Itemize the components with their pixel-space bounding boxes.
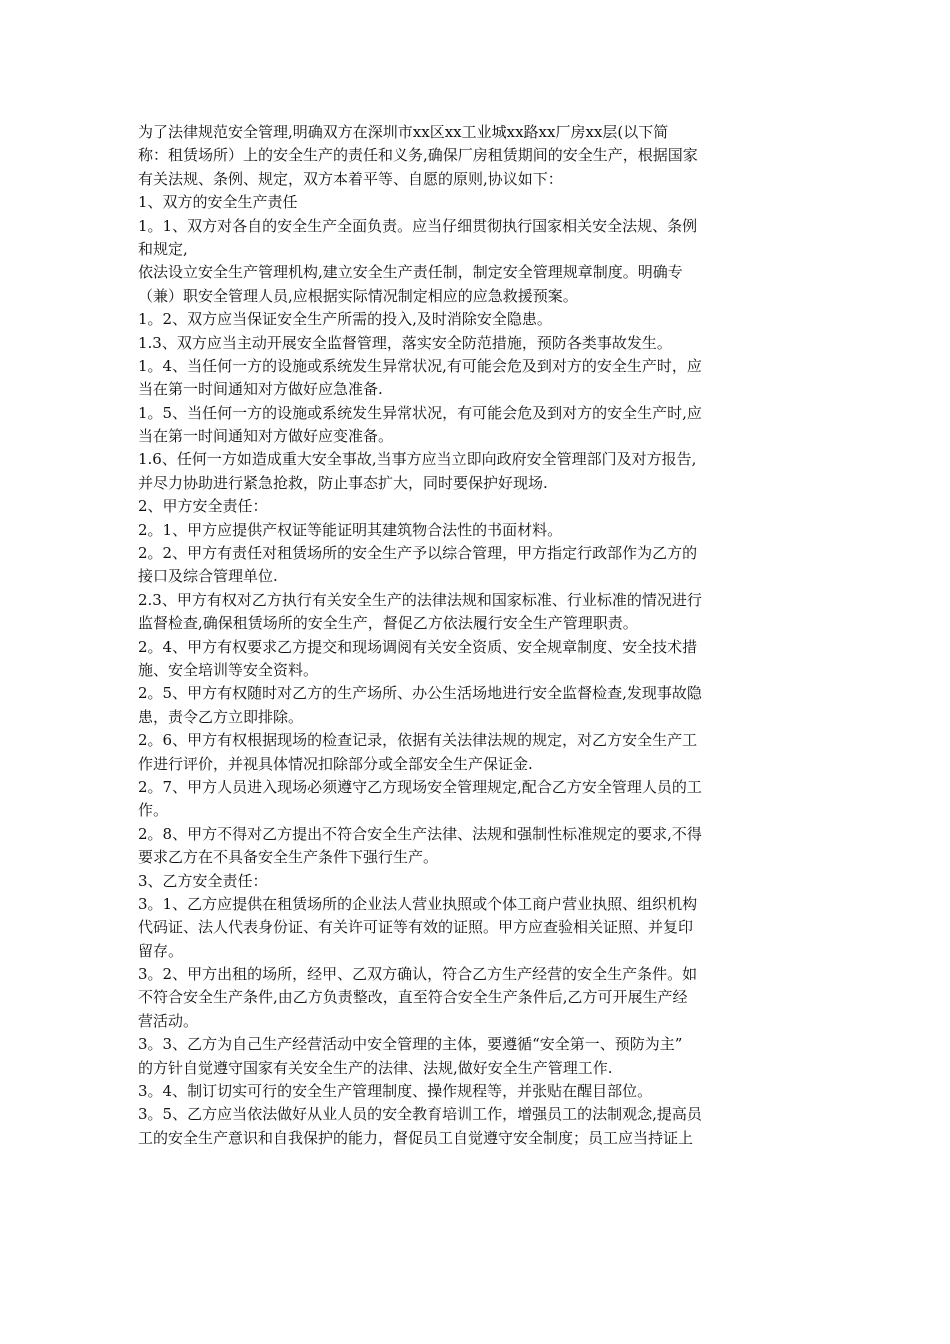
- text-line: 接口及综合管理单位.: [138, 567, 278, 586]
- text-line: 代码证、法人代表身份证、有关许可证等有效的证照。甲方应查验相关证照、并复印: [138, 918, 694, 937]
- text-line: 3。1、乙方应提供在租赁场所的企业法人营业执照或个体工商户营业执照、组织机构: [138, 894, 698, 913]
- text-line: 2。7、甲方人员进入现场必须遵守乙方现场安全管理规定,配合乙方安全管理人员的工: [138, 777, 702, 796]
- document-body: [138, 121, 818, 1150]
- text-line: 患，责令乙方立即排除。: [138, 707, 304, 726]
- text-line: 1、双方的安全生产责任: [138, 193, 298, 212]
- text-line: 2。2、甲方有责任对租赁场所的安全生产予以综合管理，甲方指定行政部作为乙方的: [138, 544, 698, 563]
- text-line: 监督检查,确保租赁场所的安全生产，督促乙方依法履行安全生产管理职责。: [138, 614, 638, 633]
- text-line: 2。5、甲方有权随时对乙方的生产场所、办公生活场地进行安全监督检查,发现事故隐: [138, 684, 702, 703]
- text-line: 2。4、甲方有权要求乙方提交和现场调阅有关安全资质、安全规章制度、安全技术措: [138, 637, 698, 656]
- text-line: 和规定,: [138, 239, 188, 258]
- text-line: 3。4、制订切实可行的安全生产管理制度、操作规程等，并张贴在醒目部位。: [138, 1082, 653, 1101]
- text-line: 2.3、甲方有权对乙方执行有关安全生产的法律法规和国家标准、行业标准的情况进行: [138, 590, 702, 609]
- text-line: 3。2、甲方出租的场所，经甲、乙双方确认，符合乙方生产经营的安全生产条件。如: [138, 965, 698, 984]
- text-line: 3。3、乙方为自己生产经营活动中安全管理的主体，要遵循“安全第一、预防为主”: [138, 1035, 683, 1054]
- text-line: 不符合安全生产条件,由乙方负责整改，直至符合安全生产条件后,乙方可开展生产经: [138, 988, 688, 1007]
- text-line: 称：租赁场所）上的安全生产的责任和义务,确保厂房租赁期间的安全生产，根据国家: [138, 146, 698, 165]
- text-line: 施、安全培训等安全资料。: [138, 660, 319, 679]
- text-line: 2、甲方安全责任：: [138, 497, 268, 516]
- text-line: 1.3、双方应当主动开展安全监督管理，落实安全防范措施，预防各类事故发生。: [138, 333, 672, 352]
- text-line: 1。5、当任何一方的设施或系统发生异常状况，有可能会危及到对方的安全生产时,应: [138, 403, 702, 422]
- text-line: 并尽力协助进行紧急抢救，防止事态扩大，同时要保护好现场.: [138, 473, 548, 492]
- text-line: 营活动。: [138, 1011, 199, 1030]
- text-line: 当在第一时间通知对方做好应变准备。: [138, 427, 394, 446]
- text-line: 的方针自觉遵守国家有关安全生产的法律、法规,做好安全生产管理工作.: [138, 1058, 613, 1077]
- text-line: 有关法规、条例、规定，双方本着平等、自愿的原则,协议如下：: [138, 169, 563, 188]
- text-line: 2。8、甲方不得对乙方提出不符合安全生产法律、法规和强制性标准规定的要求,不得: [138, 824, 702, 843]
- text-line: 依法设立安全生产管理机构,建立安全生产责任制，制定安全管理规章制度。明确专: [138, 263, 683, 282]
- text-line: 当在第一时间通知对方做好应急准备.: [138, 380, 383, 399]
- text-line: 1。1、双方对各自的安全生产全面负责。应当仔细贯彻执行国家相关安全法规、条例: [138, 216, 698, 235]
- text-line: 要求乙方在不具备安全生产条件下强行生产。: [138, 848, 439, 867]
- text-line: （兼）职安全管理人员,应根据实际情况制定相应的应急救援预案。: [138, 286, 578, 305]
- text-line: 为了法律规范安全管理,明确双方在深圳市xx区xx工业城xx路xx厂房xx层(以下简: [138, 123, 669, 141]
- text-line: 3、乙方安全责任：: [138, 871, 268, 890]
- text-line: 1。4、当任何一方的设施或系统发生异常状况,有可能会危及到对方的安全生产时，应: [138, 356, 702, 375]
- text-line: 工的安全生产意识和自我保护的能力，督促员工自觉遵守安全制度；员工应当持证上: [138, 1128, 694, 1147]
- text-line: 2。1、甲方应提供产权证等能证明其建筑物合法性的书面材料。: [138, 520, 563, 539]
- text-line: 留存。: [138, 941, 184, 960]
- text-line: 作进行评价，并视具体情况扣除部分或全部安全生产保证金.: [138, 754, 533, 773]
- text-line: 2。6、甲方有权根据现场的检查记录，依据有关法律法规的规定，对乙方安全生产工: [138, 731, 698, 750]
- text-line: 作。: [138, 801, 169, 820]
- text-line: 1。2、双方应当保证安全生产所需的投入,及时消除安全隐患。: [138, 310, 552, 329]
- text-line: 3。5、乙方应当依法做好从业人员的安全教育培训工作，增强员工的法制观念,提高员: [138, 1105, 702, 1124]
- text-line: 1.6、任何一方如造成重大安全事故,当事方应当立即向政府安全管理部门及对方报告,: [138, 450, 697, 469]
